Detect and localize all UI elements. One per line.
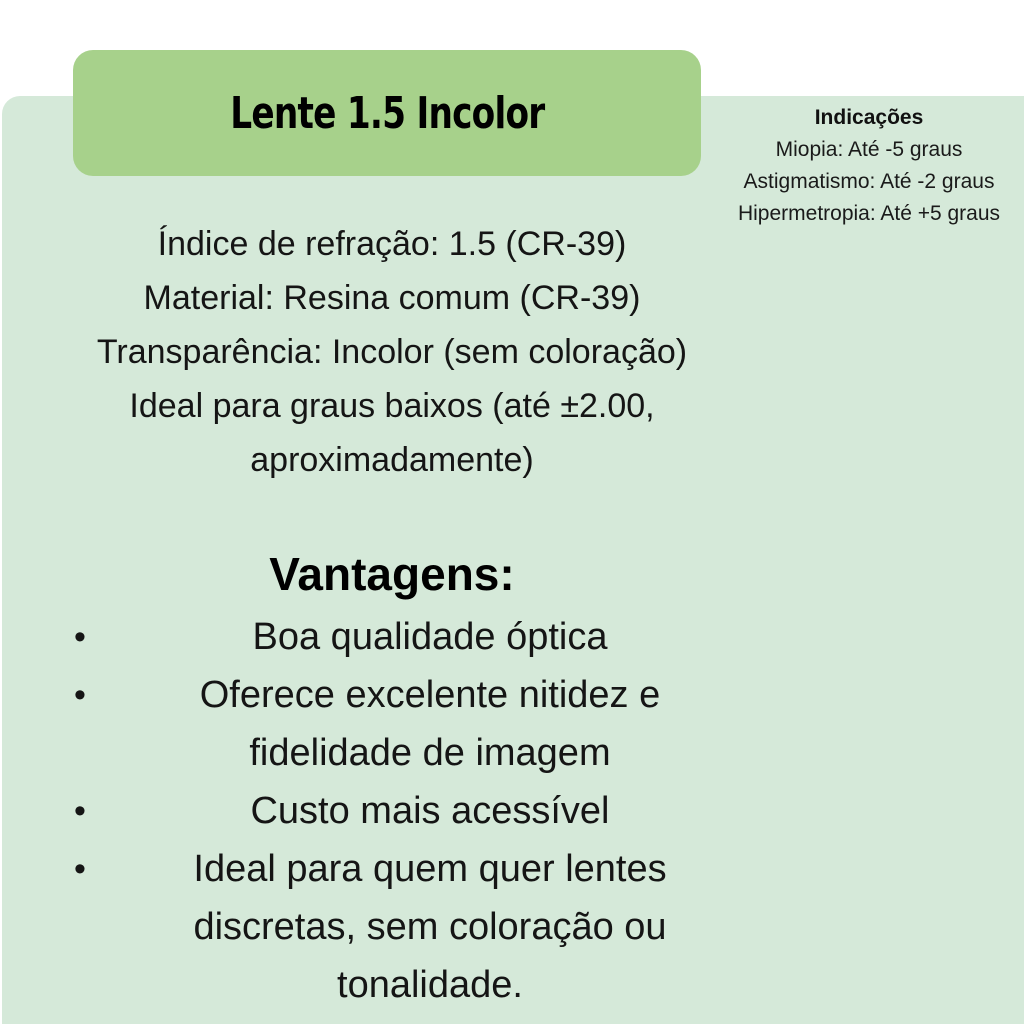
advantage-line: Custo mais acessível [250,790,610,832]
advantages-list [60,608,740,1014]
title-banner [73,50,701,176]
list-item [60,782,740,840]
spec-refraction-index: Índice de refração: 1.5 (CR-39) [157,225,627,263]
spec-material: Material: Resina comum (CR-39) [143,279,641,317]
spec-transparency: Transparência: Incolor (sem coloração) [96,333,688,371]
bullet-icon: • [74,676,86,714]
advantage-line: Oferece excelente nitidez e [199,674,661,716]
indication-hyperopia: Hipermetropia: Até +5 graus [737,202,1001,225]
advantage-text [100,666,740,782]
list-item [60,666,740,782]
specs-block [40,217,744,487]
advantage-text [100,608,740,666]
spec-ideal-for-cont: aproximadamente) [250,441,534,479]
bullet-icon: • [74,850,86,888]
advantage-line: Boa qualidade óptica [252,616,608,658]
spec-ideal-for: Ideal para graus baixos (até ±2.00, [129,387,655,425]
advantage-line: discretas, sem coloração ou [193,906,667,948]
list-item [60,840,740,1014]
indications-box [708,102,1024,230]
indication-myopia: Miopia: Até -5 graus [775,138,963,161]
indications-heading: Indicações [814,106,924,129]
advantage-line: Ideal para quem quer lentes [193,848,667,890]
indication-astigmatism: Astigmatismo: Até -2 graus [743,170,995,193]
page-title: Lente 1.5 Incolor [229,87,545,139]
bullet-icon: • [74,618,86,656]
advantages-heading: Vantagens: [269,548,515,600]
advantage-line: fidelidade de imagem [249,732,611,774]
bullet-icon: • [74,792,86,830]
list-item [60,608,740,666]
advantage-text [100,782,740,840]
advantage-text [100,840,740,1014]
advantage-line: tonalidade. [337,964,523,1006]
